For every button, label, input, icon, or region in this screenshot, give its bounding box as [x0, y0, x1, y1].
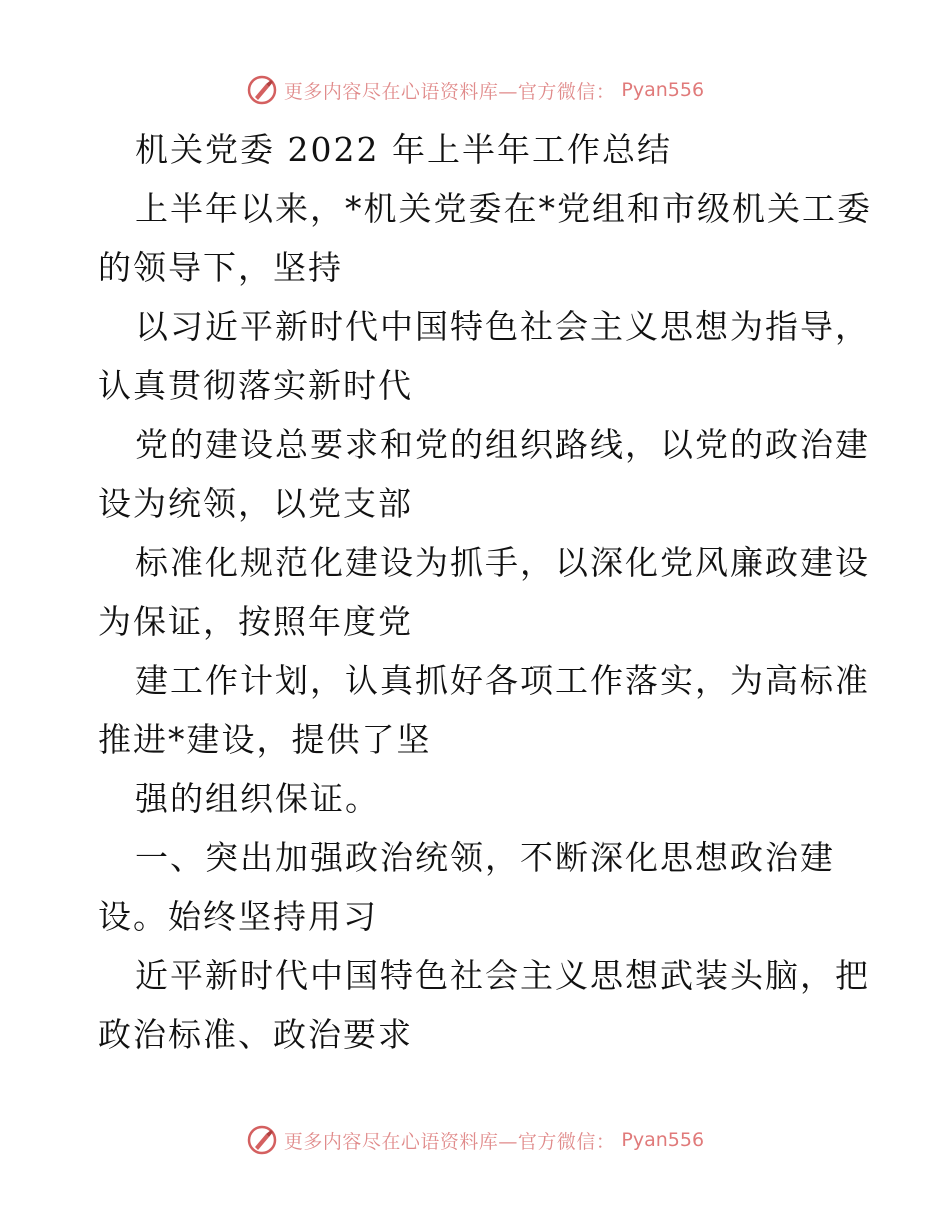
- text-line: 建工作计划，认真抓好各项工作落实，为高标准: [135, 661, 870, 700]
- text-line: 近平新时代中国特色社会主义思想武装头脑，把: [135, 956, 870, 995]
- text-line: 强的组织保证。: [135, 779, 380, 818]
- text-line: 上半年以来，*机关党委在*党组和市级机关工委: [135, 189, 872, 228]
- watermark-group: [246, 1124, 704, 1156]
- watermark-group: [246, 74, 704, 106]
- pen-logo-icon: [246, 1124, 278, 1156]
- watermark-wechat-id: Pyan556: [621, 1129, 705, 1151]
- document-body: [98, 120, 872, 1064]
- watermark-text: 更多内容尽在心语资料库—官方微信：: [283, 80, 616, 103]
- text-line: 设为统领，以党支部: [98, 484, 413, 523]
- text-line: 标准化规范化建设为抓手，以深化党风廉政建设: [135, 543, 870, 582]
- text-line: 推进*建设，提供了坚: [98, 720, 432, 759]
- text-line: 以习近平新时代中国特色社会主义思想为指导，: [135, 307, 870, 346]
- watermark-wechat-id: Pyan556: [621, 79, 705, 101]
- text-line: 政治标准、政治要求: [98, 1015, 413, 1054]
- text-line: 党的建设总要求和党的组织路线，以党的政治建: [135, 425, 870, 464]
- text-line: 机关党委 2022 年上半年工作总结: [135, 130, 672, 169]
- footer-watermark: [0, 1120, 950, 1160]
- pen-logo-icon: [246, 74, 278, 106]
- watermark-text: 更多内容尽在心语资料库—官方微信：: [283, 1130, 616, 1153]
- text-line: 一、突出加强政治统领，不断深化思想政治建: [135, 838, 835, 877]
- text-line: 设。始终坚持用习: [98, 897, 378, 936]
- header-watermark: [0, 70, 950, 110]
- text-line: 为保证，按照年度党: [98, 602, 413, 641]
- text-line: 的领导下，坚持: [98, 248, 343, 287]
- text-line: 认真贯彻落实新时代: [98, 366, 413, 405]
